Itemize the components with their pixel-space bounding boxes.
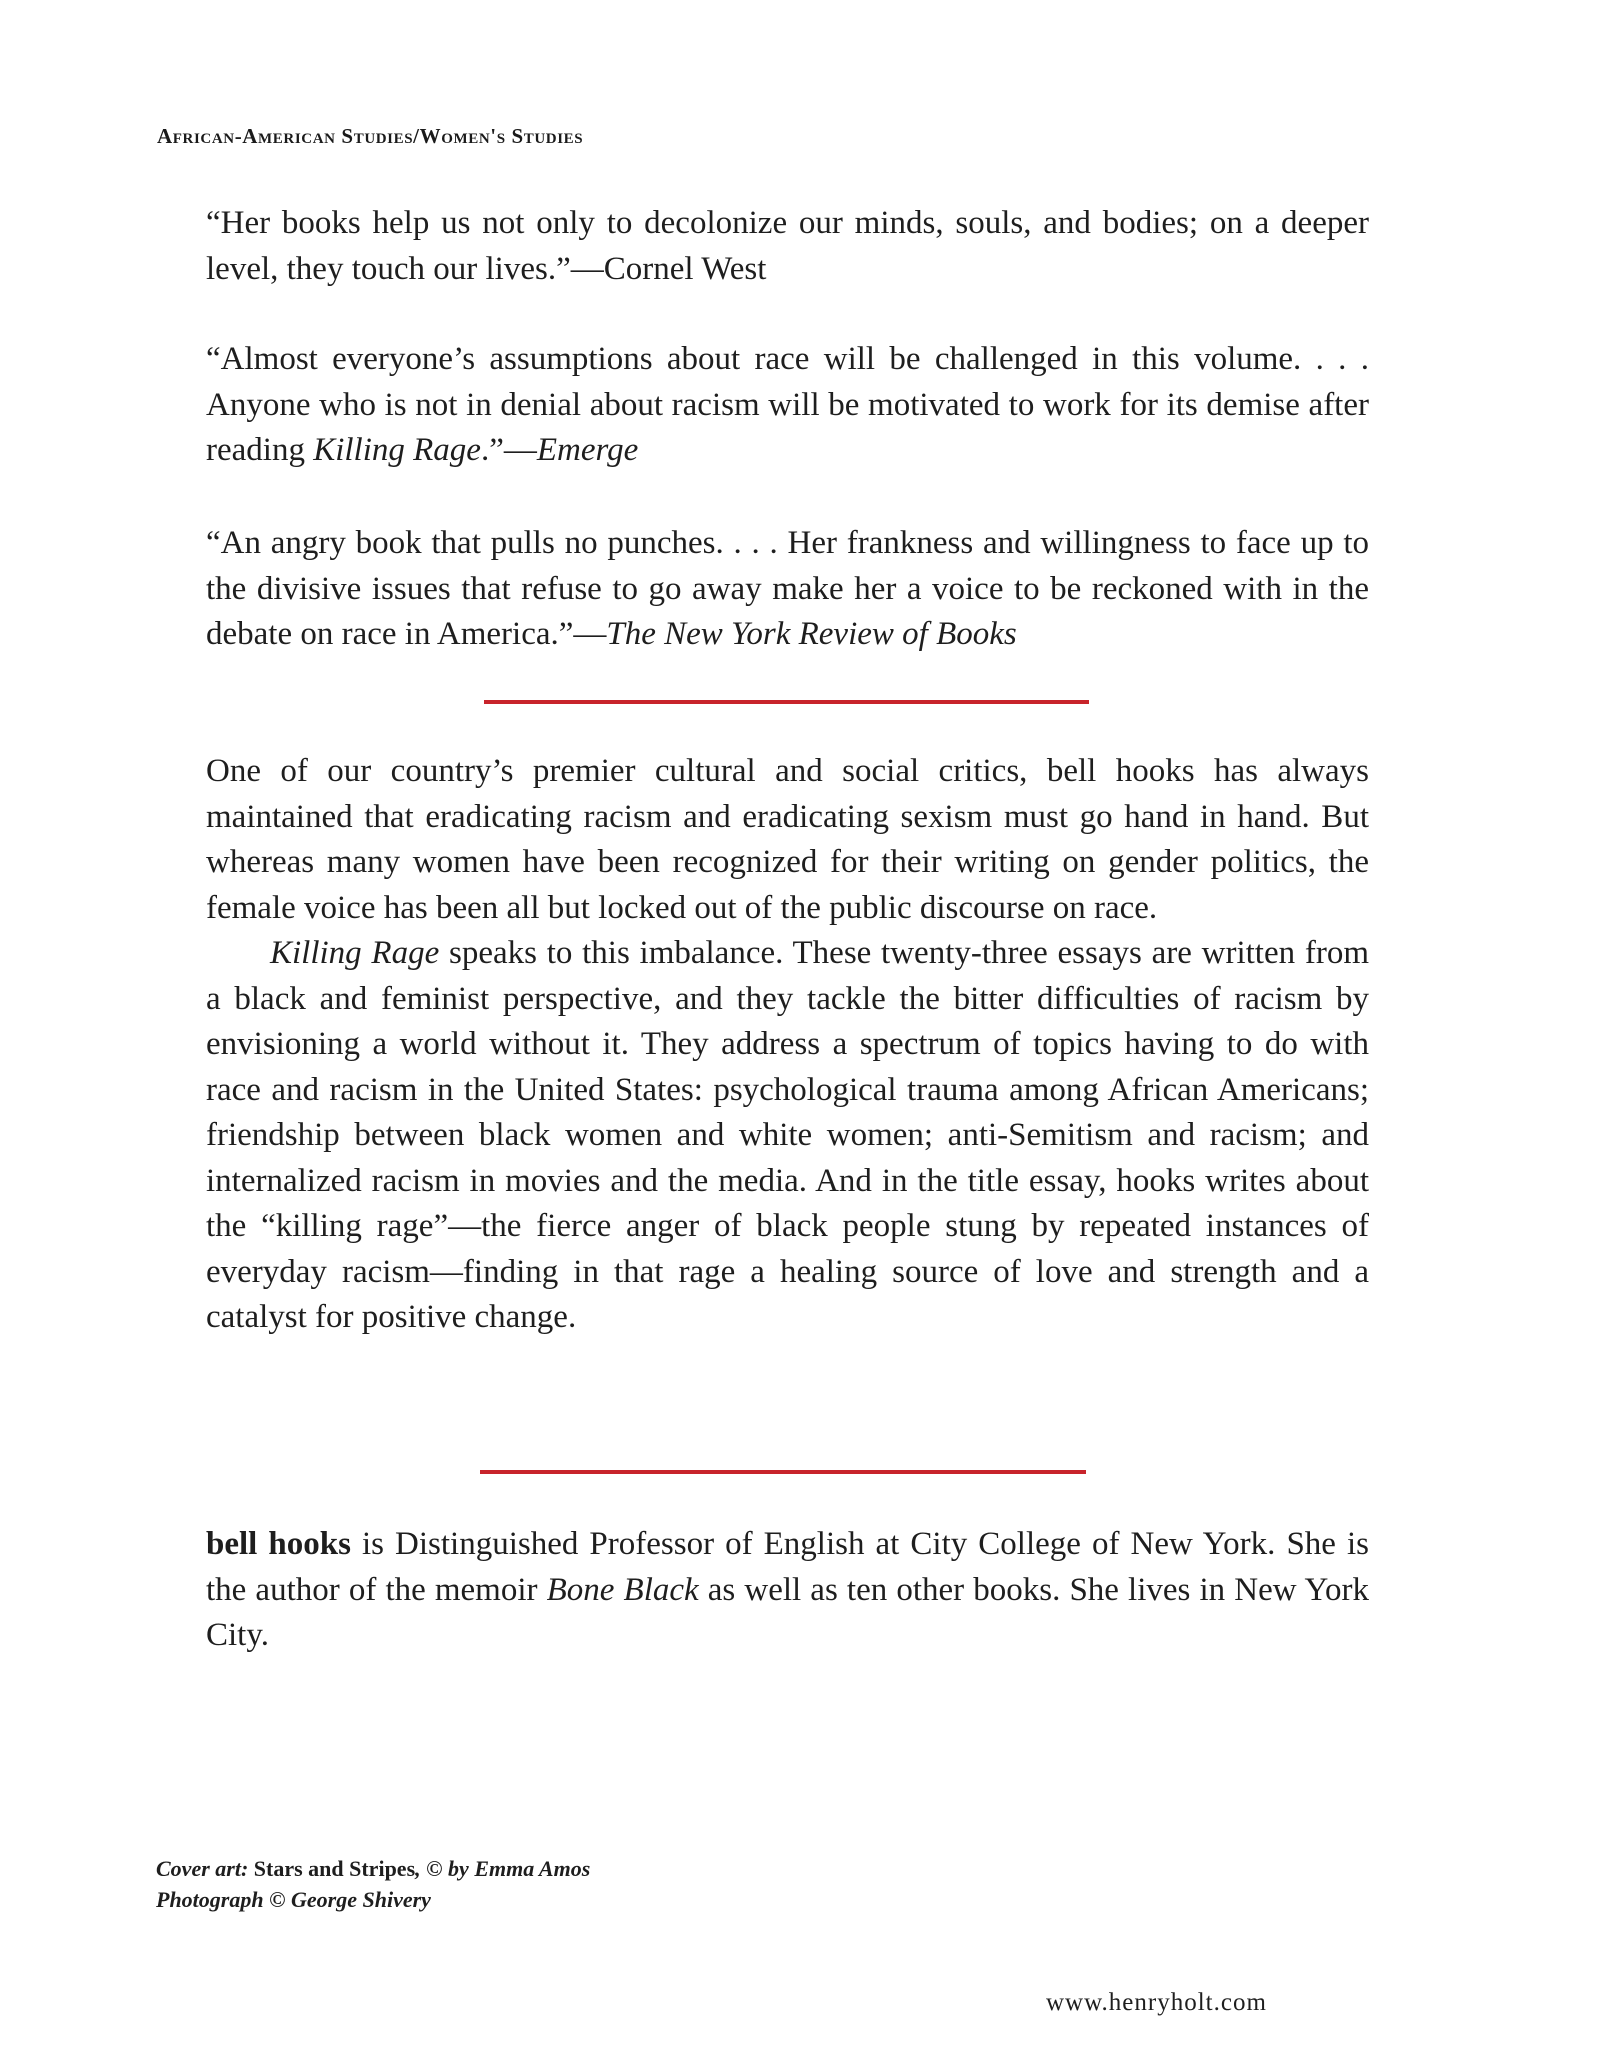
quote-text: “An angry book that pulls no punches. . . . Her frankness and willingness to face up to the divisive issues that refuse to go away make her a voice to be reckoned with in the debate on race in America.” (206, 525, 1369, 652)
quote-text: “Almost everyone’s assumptions about race will be challenged in this volume. . . . Anyone who is not in denial about racism will be motivated to work for its demise after reading (206, 341, 1369, 468)
author-name: bell hooks (206, 1526, 351, 1562)
category-label: African-American Studies/Women's Studies (157, 124, 584, 148)
description-paragraph: Killing Rage speaks to this imbalance. These twenty-three essays are written from a black and feminist perspective, and they tackle the bitter difficulties of racism by envisioning a world without it. They address a spectrum of topics having to do with race and racism in the United States: psychological trauma among African Americans; friendship between black women and white women; anti-Semitism and racism; and internalized racism in movies and the media. And in the title essay, hooks writes about the “killing rage”—the fierce anger of black people stung by repeated instances of everyday racism—finding in that rage a healing source of love and strength and a catalyst for positive change. (206, 935, 1369, 1335)
description-paragraph: One of our country’s premier cultural and social critics, bell hooks has always maintained that eradicating racism and eradicating sexism must go hand in hand. But whereas many women have been recognized for their writing on gender politics, the female voice has been all but locked out of the public discourse on race. (206, 753, 1369, 926)
divider-rule (480, 1470, 1086, 1474)
quote-emerge: “Almost everyone’s assumptions about race will be challenged in this volume. . . . Anyone who is not in denial about racism will be motivated to work for its demise after reading Killing Rage.”—Emerge (206, 341, 1369, 468)
credits (156, 1853, 590, 1915)
publisher-url[interactable]: www.henryholt.com (1046, 1989, 1267, 2016)
photo-credit: Photograph © George Shivery (156, 1887, 431, 1912)
author-bio: bell hooks is Distinguished Professor of English at City College of New York. She is the author of the memoir Bone Black as well as ten other books. She lives in New York City. (206, 1526, 1370, 1653)
quote-text: “Her books help us not only to decolonize our minds, souls, and bodies; on a deeper level, they touch our lives.” (206, 205, 1369, 287)
divider-rule (484, 700, 1089, 704)
artwork-title: Stars and Stripes (248, 1856, 416, 1881)
quote-nyrb: “An angry book that pulls no punches. . . . Her frankness and willingness to face up to the divisive issues that refuse to go away make her a voice to be reckoned with in the debate on race in America.”—The New York Review of Books (206, 525, 1369, 652)
quote-cornel-west: “Her books help us not only to decolonize our minds, souls, and bodies; on a deeper level, they touch our lives.”—Cornel West (206, 205, 1369, 287)
quote-source: The New York Review of Books (606, 616, 1017, 652)
cover-art-credit: Cover art: Stars and Stripes, © by Emma Amos (156, 1856, 591, 1881)
quote-source: Cornel West (603, 250, 767, 287)
book-title: Bone Black (546, 1571, 699, 1608)
description (206, 749, 1369, 1341)
book-title: Killing Rage (313, 432, 481, 468)
book-title: Killing Rage (270, 935, 440, 971)
quote-source: Emerge (536, 432, 639, 468)
